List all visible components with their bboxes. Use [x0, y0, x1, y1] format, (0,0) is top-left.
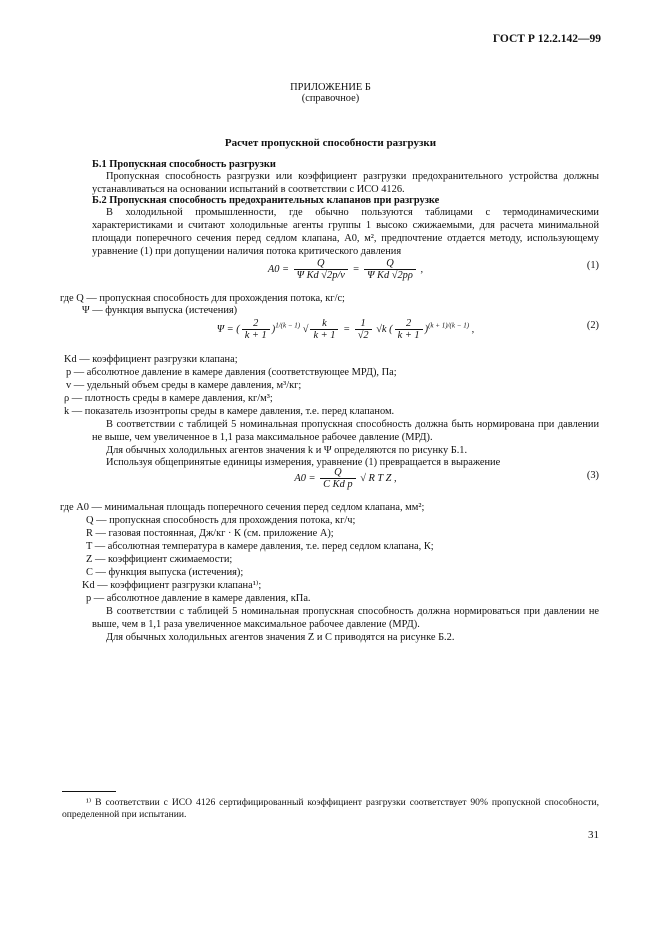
where3-item-1 [86, 514, 355, 527]
eq2-inner: k [381, 323, 387, 335]
eq1-tail: , [420, 263, 424, 275]
where3-item-0 [60, 501, 424, 514]
appendix-title: ПРИЛОЖЕНИЕ Б [290, 82, 371, 93]
equation-1 [92, 258, 599, 281]
appendix-subtitle: (справочное) [301, 93, 360, 104]
eq2-p1exp: 1/(k − 1) [275, 321, 301, 330]
eq2-number: (2) [586, 320, 599, 331]
eq2-r1den: k + 1 [313, 330, 336, 341]
page-number: 31 [588, 829, 599, 841]
where3-item-3 [86, 540, 434, 553]
section-2-title: Б.2 Пропускная способность предохранительных клапанов при разгрузке [92, 195, 440, 206]
eq2-p2num: 2 [395, 318, 423, 330]
where3-sym: Kd — [82, 580, 108, 591]
eq1-fraction-1 [294, 258, 348, 281]
eq2-p1den: k + 1 [244, 330, 267, 341]
where3-text: функция выпуска (истечения); [108, 567, 244, 578]
section-1-text: Пропускная способность разгрузки или коэффициент разгрузки предохранительного устройства должны устанавливаться на основании испытаний в соответствии с ИСО 4126. [92, 171, 599, 195]
section-1-title: Б.1 Пропускная способность разгрузки [92, 159, 276, 170]
eq2-paren-fraction-1 [242, 318, 270, 341]
where2-text: удельный объем среды в камере давления, м³/кг; [86, 380, 302, 391]
eq1-number: (1) [586, 260, 599, 271]
where3-item-4 [86, 553, 232, 566]
eq2-tail: , [471, 323, 475, 335]
eq1-den1: Ψ Kd √2p/v [296, 270, 345, 281]
paragraph-7: Для обычных холодильных агентов значения Z и C приводятся на рисунке Б.2. [106, 632, 455, 643]
where3-sym: p — [86, 593, 105, 604]
where2-item-2 [66, 379, 301, 392]
where3-item-6 [82, 579, 261, 592]
eq3-lhs: A0 = [294, 472, 316, 484]
paragraph-6: В соответствии с таблицей 5 номинальная пропускная способность должна нормироваться при давлении не выше, чем в 1,1 раза увеличенное максимальное рабочее давление (МРД). [92, 606, 599, 630]
where3-sym: R — [86, 528, 106, 539]
page-heading: Расчет пропускной способности разгрузки [224, 137, 437, 149]
where1-text: пропускная способность для прохождения потока, кг/с; [99, 293, 345, 304]
equation-3 [92, 467, 599, 490]
eq2-r1num: k [310, 318, 338, 330]
document-header: ГОСТ Р 12.2.142—99 [492, 33, 601, 45]
where3-sym: C — [86, 567, 106, 578]
where2-sym: ρ — [64, 393, 83, 404]
where2-item-4 [64, 405, 394, 418]
eq1-num1: Q [294, 258, 348, 270]
eq1-fraction-2 [364, 258, 416, 281]
where2-item-3 [64, 392, 273, 405]
where2-sym: v — [66, 380, 85, 391]
eq1-den2: Ψ Kd √2pρ [367, 270, 413, 281]
where1-item-1 [82, 304, 237, 317]
eq2-coef-fraction [355, 318, 372, 341]
where3-text: абсолютная температура в камере давления, т.е. перед седлом клапана, К; [107, 541, 434, 552]
eq2-root-fraction [310, 318, 338, 341]
eq2-cnum: 1 [355, 318, 372, 330]
where2-item-0 [64, 353, 238, 366]
eq2-lhs: Ψ = [216, 323, 234, 335]
where3-item-5 [86, 566, 243, 579]
where3-sym: Z — [86, 554, 106, 565]
eq1-equals: = [352, 263, 360, 275]
where2-text: абсолютное давление в камере давления (соответствующее МРД), Па; [86, 367, 397, 378]
eq3-tail: , [394, 472, 397, 484]
footnote-divider [62, 791, 116, 792]
where2-text: показатель изоэнтропы среды в камере давления, т.е. перед клапаном. [84, 406, 395, 417]
where3-sym: Q — [86, 515, 107, 526]
equation-2: Ψ = ( $\frac{2}{k + 1}$ )$^{1/(k - 1)}$ √ $\frac{k}{k + 1}$ = $\frac{1}{√2}$ √k ( $\frac{2}{k + 1}$ )$^{(k + 1)/(k - 1)}$ , [216, 318, 475, 341]
where2-text: плотность среды в камере давления, кг/м³; [84, 393, 273, 404]
where1-text: функция выпуска (истечения) [105, 305, 238, 316]
section-2-text: В холодильной промышленности, где обычно пользуются таблицами с термодинамическими характеристиками и считают холодильные агенты группы 1 высоко сжижаемыми, для расчета минимальной площади поперечного сечения перед седлом клапана, A0, м², предпочтение отдается методу, использующему уравнение (1) при допущении наличия потока критического давления [92, 207, 599, 257]
where3-sym: где A0 — [60, 502, 102, 513]
where2-sym: p — [66, 367, 85, 378]
where2-sym: Kd — [64, 354, 90, 365]
where2-item-1 [66, 366, 397, 379]
eq2-equals: = [343, 323, 351, 335]
eq1-lhs: A0 = [267, 263, 290, 275]
eq2-cden: √2 [357, 330, 369, 341]
paragraph-5: Используя общепринятые единицы измерения, уравнение (1) превращается в выражение [106, 457, 501, 468]
where2-text: коэффициент разгрузки клапана; [92, 354, 238, 365]
where1-sym: где Q — [60, 293, 97, 304]
eq2-p2den: k + 1 [397, 330, 420, 341]
eq2-paren-fraction-2 [395, 318, 423, 341]
where3-item-7 [86, 592, 311, 605]
eq1-num2: Q [364, 258, 416, 270]
eq3-den: C Kd p [323, 479, 353, 490]
paragraph-4: Для обычных холодильных агентов значения k и Ψ определяются по рисунку Б.1. [106, 445, 468, 456]
where3-item-2 [86, 527, 334, 540]
where3-text: коэффициент сжимаемости; [107, 554, 233, 565]
footnote: ¹⁾ В соответствии с ИСО 4126 сертифицированный коэффициент разгрузки соответствует 90% пропускной способности, определенной при испытании. [62, 797, 599, 820]
where1-sym: Ψ — [82, 305, 103, 316]
where3-text: минимальная площадь поперечного сечения перед седлом клапана, мм²; [104, 502, 425, 513]
where3-text: коэффициент разгрузки клапана¹⁾; [110, 580, 262, 591]
eq3-number: (3) [586, 470, 599, 481]
where2-sym: k — [64, 406, 83, 417]
eq3-root: √ R T Z [360, 472, 392, 484]
where3-text: абсолютное давление в камере давления, кПа. [106, 593, 311, 604]
eq3-num: Q [320, 467, 355, 479]
where3-text: пропускная способность для прохождения потока, кг/ч; [109, 515, 356, 526]
where3-sym: T — [86, 541, 106, 552]
paragraph-3: В соответствии с таблицей 5 номинальная пропускная способность должна быть нормирована при давлении не выше, чем увеличенное в 1,1 раза максимальное рабочее давление (МРД). [92, 419, 599, 443]
eq3-fraction [320, 467, 355, 490]
eq2-p1num: 2 [242, 318, 270, 330]
eq2-p2exp: (k + 1)/(k − 1) [428, 321, 470, 330]
where3-text: газовая постоянная, Дж/кг · К (см. приложение А); [108, 528, 334, 539]
